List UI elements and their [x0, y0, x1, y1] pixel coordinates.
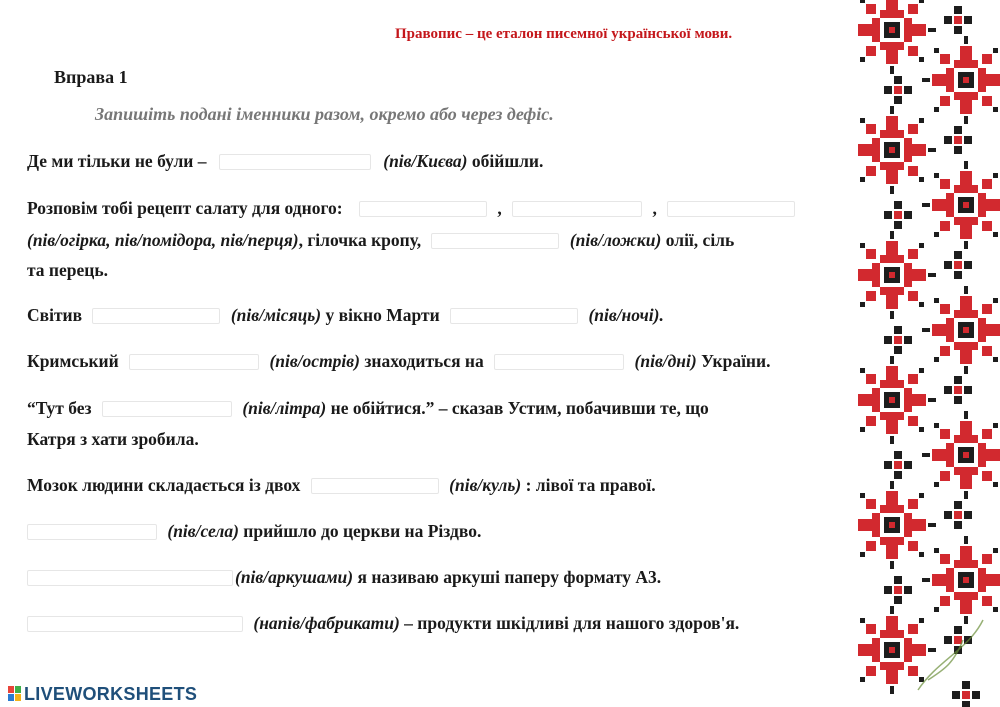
- answer-input-2[interactable]: [359, 201, 487, 217]
- sentence-5-end: [27, 428, 199, 450]
- sentence-text: “Тут без: [27, 398, 92, 418]
- sentence-8: [27, 566, 661, 588]
- sentence-text: олії, сіль: [665, 230, 735, 250]
- sentence-text: України.: [701, 351, 771, 371]
- sentence-text: Мозок людини складається із двох: [27, 475, 301, 495]
- sentence-5: [27, 397, 709, 419]
- sentence-text: я називаю аркуші паперу формату А3.: [357, 567, 662, 587]
- hint: (пів/літра): [242, 398, 327, 418]
- answer-input-13[interactable]: [27, 570, 233, 586]
- sentence-text: Світив: [27, 305, 83, 325]
- logo-icon: [8, 686, 22, 702]
- sentence-9: [27, 612, 739, 634]
- sentence-text: у вікно Марти: [325, 305, 440, 325]
- separator: ,: [652, 198, 657, 218]
- hint: (пів/куль): [449, 475, 522, 495]
- answer-input-3[interactable]: [512, 201, 642, 217]
- exercise-instruction: Запишіть подані іменники разом, окремо або через дефіс.: [95, 104, 554, 124]
- sentence-text: : лівої та правої.: [525, 475, 656, 495]
- hint: (пів/села): [167, 521, 239, 541]
- hint: (пів/ночі).: [588, 305, 664, 325]
- answer-input-9[interactable]: [494, 354, 624, 370]
- hint: (пів/Києва): [383, 151, 468, 171]
- sentence-6: [27, 474, 656, 496]
- answer-input-8[interactable]: [129, 354, 259, 370]
- hint: (пів/острів): [269, 351, 360, 371]
- hint: (пів/аркушами): [235, 567, 354, 587]
- answer-input-7[interactable]: [450, 308, 578, 324]
- answer-input-10[interactable]: [102, 401, 232, 417]
- sentence-text: обійшли.: [471, 151, 544, 171]
- sentence-4: [27, 350, 770, 372]
- hint: (пів/місяць): [230, 305, 322, 325]
- sentence-1: [27, 150, 543, 172]
- sentence-text: Де ми тільки не були –: [27, 151, 207, 171]
- sentence-text: не обійтися.” – сказав Устим, побачивши те, що: [330, 398, 709, 418]
- answer-input-5[interactable]: [431, 233, 559, 249]
- sentence-text: Розповім тобі рецепт салату для одного:: [27, 198, 343, 218]
- sentence-text: Кримський: [27, 351, 119, 371]
- hint: (напів/фабрикати): [253, 613, 400, 633]
- hint: (пів/дні): [634, 351, 697, 371]
- sentence-text: та перець.: [27, 260, 108, 280]
- exercise-title: Вправа 1: [54, 67, 128, 87]
- embroidery-ornament-border: [858, 0, 1000, 707]
- sentence-7: [27, 520, 481, 542]
- sentence-text: знаходиться на: [364, 351, 484, 371]
- separator: ,: [497, 198, 502, 218]
- sentence-text: прийшло до церкви на Різдво.: [243, 521, 482, 541]
- sentence-3: [27, 304, 664, 326]
- logo-text: LIVEWORKSHEETS: [24, 684, 198, 704]
- answer-input-11[interactable]: [311, 478, 439, 494]
- answer-input-1[interactable]: [219, 154, 371, 170]
- sentence-text: Катря з хати зробила.: [27, 429, 199, 449]
- answer-input-12[interactable]: [27, 524, 157, 540]
- sentence-text: , гілочка кропу,: [298, 230, 422, 250]
- sentence-2-cont: [27, 229, 734, 251]
- liveworksheets-logo[interactable]: [8, 684, 197, 705]
- hint: (пів/огірка, пів/помідора, пів/перця): [27, 230, 299, 250]
- answer-input-6[interactable]: [92, 308, 220, 324]
- page-motto: Правопис – це еталон писемної української мови.: [395, 26, 733, 42]
- answer-input-4[interactable]: [667, 201, 795, 217]
- answer-input-14[interactable]: [27, 616, 243, 632]
- sentence-text: – продукти шкідливі для нашого здоров'я.: [404, 613, 740, 633]
- sentence-2-end: [27, 259, 108, 281]
- sentence-2: [27, 197, 795, 219]
- hint: (пів/ложки): [569, 230, 662, 250]
